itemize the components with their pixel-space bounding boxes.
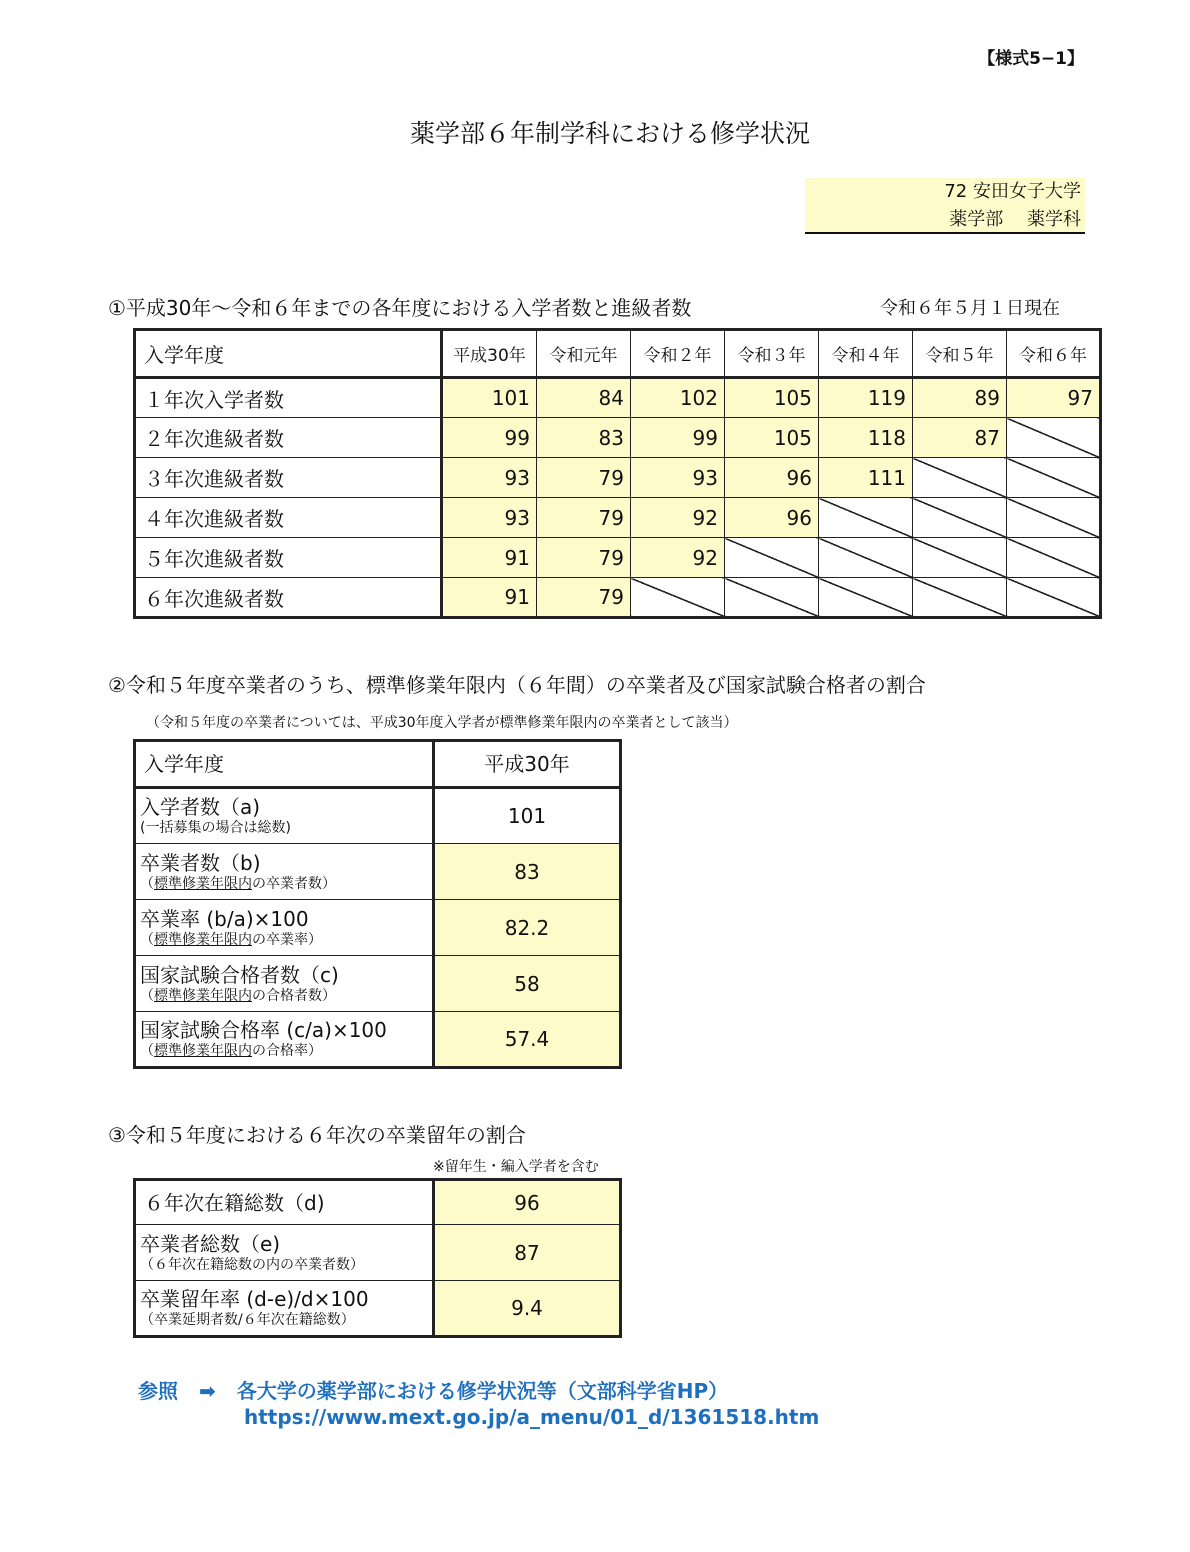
repeat-rate-table xyxy=(133,1178,622,1338)
empty-slash-cell xyxy=(913,498,1007,538)
row-label: ６年次在籍総数（d) xyxy=(144,1190,325,1215)
table-row xyxy=(135,1012,621,1068)
value-cell: 58 xyxy=(434,956,621,1012)
row-label-cell xyxy=(135,1180,434,1225)
sublabel-underlined: 標準修業年限内 xyxy=(154,987,252,1004)
section3-note: ※留年生・編入学者を含む xyxy=(433,1159,599,1175)
table-row xyxy=(135,418,1101,458)
empty-slash-cell xyxy=(913,578,1007,618)
value-cell: 102 xyxy=(631,378,725,418)
university-box xyxy=(805,178,1085,234)
empty-slash-cell xyxy=(819,498,913,538)
row-label-cell: ４年次進級者数 xyxy=(135,498,442,538)
as-of-date: 令和６年５月１日現在 xyxy=(880,298,1060,319)
year-header-cell: 令和３年 xyxy=(725,330,819,378)
reference-text: 各大学の薬学部における修学状況等（文部科学省HP） xyxy=(236,1379,729,1403)
row-label: 卒業者数（b) xyxy=(140,850,261,875)
table-row xyxy=(135,378,1101,418)
page-title: 薬学部６年制学科における修学状況 xyxy=(409,119,810,148)
row-sublabel xyxy=(140,875,432,893)
empty-slash-cell xyxy=(1007,418,1101,458)
value-cell: 91 xyxy=(442,538,537,578)
value-cell: 79 xyxy=(537,538,631,578)
value-cell: 79 xyxy=(537,458,631,498)
empty-slash-cell xyxy=(725,578,819,618)
empty-slash-cell xyxy=(1007,458,1101,498)
sublabel-prefix: （ xyxy=(140,875,154,892)
empty-slash-cell xyxy=(819,538,913,578)
row-sublabel xyxy=(140,1042,432,1060)
year-header-cell: 令和２年 xyxy=(631,330,725,378)
row-label-cell xyxy=(135,1012,434,1068)
value-cell: 93 xyxy=(442,498,537,538)
sublabel-suffix: の合格者数） xyxy=(252,987,336,1004)
row-label-cell: ５年次進級者数 xyxy=(135,538,442,578)
value-cell: 83 xyxy=(537,418,631,458)
row-label: 卒業留年率 (d-e)/d×100 xyxy=(140,1287,369,1311)
row-label: 卒業率 (b/a)×100 xyxy=(140,906,309,931)
row-label-cell: ６年次進級者数 xyxy=(135,578,442,618)
row-label: 卒業者総数（e) xyxy=(140,1231,281,1256)
table-row xyxy=(135,498,1101,538)
value-cell: 101 xyxy=(442,378,537,418)
graduation-table xyxy=(133,739,622,1069)
value-cell: 79 xyxy=(537,498,631,538)
empty-slash-cell xyxy=(913,538,1007,578)
table-row xyxy=(135,538,1101,578)
form-number: 【様式5−1】 xyxy=(978,49,1084,69)
row-label-cell xyxy=(135,900,434,956)
reference-label: 参照 xyxy=(138,1379,178,1403)
value-cell: 9.4 xyxy=(434,1281,621,1337)
sublabel-prefix: （ xyxy=(140,1043,154,1059)
value-cell: 105 xyxy=(725,418,819,458)
value-cell: 99 xyxy=(442,418,537,458)
row-label-cell: ２年次進級者数 xyxy=(135,418,442,458)
value-cell: 105 xyxy=(725,378,819,418)
section2-heading: ②令和５年度卒業者のうち、標準修業年限内（６年間）の卒業者及び国家試験合格者の割合 xyxy=(108,673,926,697)
value-cell: 92 xyxy=(631,538,725,578)
value-cell: 84 xyxy=(537,378,631,418)
row-label-cell: １年次入学者数 xyxy=(135,378,442,418)
value-cell: 119 xyxy=(819,378,913,418)
value-cell: 111 xyxy=(819,458,913,498)
empty-slash-cell xyxy=(1007,498,1101,538)
table-header-row xyxy=(135,330,1101,378)
table-row xyxy=(135,1180,621,1225)
table-header-row xyxy=(135,741,621,788)
sublabel-prefix: （ xyxy=(140,931,154,948)
value-cell: 96 xyxy=(725,498,819,538)
sublabel-underlined: 標準修業年限内 xyxy=(154,931,252,948)
value-cell: 82.2 xyxy=(434,900,621,956)
row-label: 国家試験合格率 (c/a)×100 xyxy=(140,1018,387,1042)
year-header-cell: 令和５年 xyxy=(913,330,1007,378)
header-label-cell: 入学年度 xyxy=(135,330,442,378)
arrow-right-icon: ➡ xyxy=(198,1379,216,1403)
table-row xyxy=(135,458,1101,498)
sublabel-suffix: の卒業率） xyxy=(252,931,322,948)
department-name: 薬学部 薬学科 xyxy=(949,209,1081,230)
value-cell: 118 xyxy=(819,418,913,458)
empty-slash-cell xyxy=(819,578,913,618)
row-sublabel xyxy=(140,987,432,1005)
year-header-cell: 平成30年 xyxy=(442,330,537,378)
reference-line xyxy=(138,1375,728,1404)
row-label-cell xyxy=(135,844,434,900)
header-label-cell: 入学年度 xyxy=(135,741,434,788)
empty-slash-cell xyxy=(913,458,1007,498)
value-cell: 96 xyxy=(725,458,819,498)
university-name: 72 安田女子大学 xyxy=(944,181,1081,202)
table-row xyxy=(135,1281,621,1337)
empty-slash-cell xyxy=(1007,538,1101,578)
empty-slash-cell xyxy=(725,538,819,578)
row-label-cell xyxy=(135,1281,434,1337)
value-cell: 87 xyxy=(913,418,1007,458)
value-cell: 92 xyxy=(631,498,725,538)
table-row xyxy=(135,1225,621,1281)
table-row xyxy=(135,844,621,900)
table-row xyxy=(135,900,621,956)
year-header-cell: 令和４年 xyxy=(819,330,913,378)
value-cell: 57.4 xyxy=(434,1012,621,1068)
value-cell: 101 xyxy=(434,788,621,844)
row-sublabel: （卒業延期者数/６年次在籍総数） xyxy=(140,1312,355,1328)
row-label: 入学者数（a) xyxy=(140,795,261,819)
sublabel-underlined: 標準修業年限内 xyxy=(154,875,252,892)
sublabel-suffix: の合格率） xyxy=(252,1043,322,1059)
enrollment-table xyxy=(133,328,1102,619)
row-label-cell xyxy=(135,788,434,844)
value-cell: 91 xyxy=(442,578,537,618)
value-cell: 87 xyxy=(434,1225,621,1281)
table-row xyxy=(135,788,621,844)
sublabel-prefix: （ xyxy=(140,987,154,1004)
table-row xyxy=(135,578,1101,618)
sublabel-suffix: の卒業者数） xyxy=(252,875,336,892)
row-sublabel xyxy=(140,819,432,837)
section3-heading: ③令和５年度における６年次の卒業留年の割合 xyxy=(108,1123,526,1147)
value-cell: 83 xyxy=(434,844,621,900)
value-cell: 93 xyxy=(631,458,725,498)
row-label: 国家試験合格者数（c) xyxy=(140,962,339,987)
year-header-cell: 令和元年 xyxy=(537,330,631,378)
row-label-cell xyxy=(135,956,434,1012)
year-header-cell: 平成30年 xyxy=(434,741,621,788)
empty-slash-cell xyxy=(631,578,725,618)
value-cell: 97 xyxy=(1007,378,1101,418)
value-cell: 93 xyxy=(442,458,537,498)
year-header-cell: 令和６年 xyxy=(1007,330,1101,378)
reference-url-link[interactable]: https://www.mext.go.jp/a_menu/01_d/1361518.htm xyxy=(244,1405,820,1429)
section2-note: （令和５年度の卒業者については、平成30年度入学者が標準修業年限内の卒業者として該当） xyxy=(146,715,738,731)
empty-slash-cell xyxy=(1007,578,1101,618)
value-cell: 89 xyxy=(913,378,1007,418)
table-row xyxy=(135,956,621,1012)
value-cell: 99 xyxy=(631,418,725,458)
row-label-cell: ３年次進級者数 xyxy=(135,458,442,498)
sublabel-prefix: (一括募集の場合は総数) xyxy=(140,820,291,836)
section1-heading: ①平成30年～令和６年までの各年度における入学者数と進級者数 xyxy=(108,296,692,320)
value-cell: 79 xyxy=(537,578,631,618)
value-cell: 96 xyxy=(434,1180,621,1225)
row-label-cell xyxy=(135,1225,434,1281)
sublabel-underlined: 標準修業年限内 xyxy=(154,1043,252,1059)
row-sublabel: （６年次在籍総数の内の卒業者数） xyxy=(140,1256,364,1273)
row-sublabel xyxy=(140,931,432,949)
